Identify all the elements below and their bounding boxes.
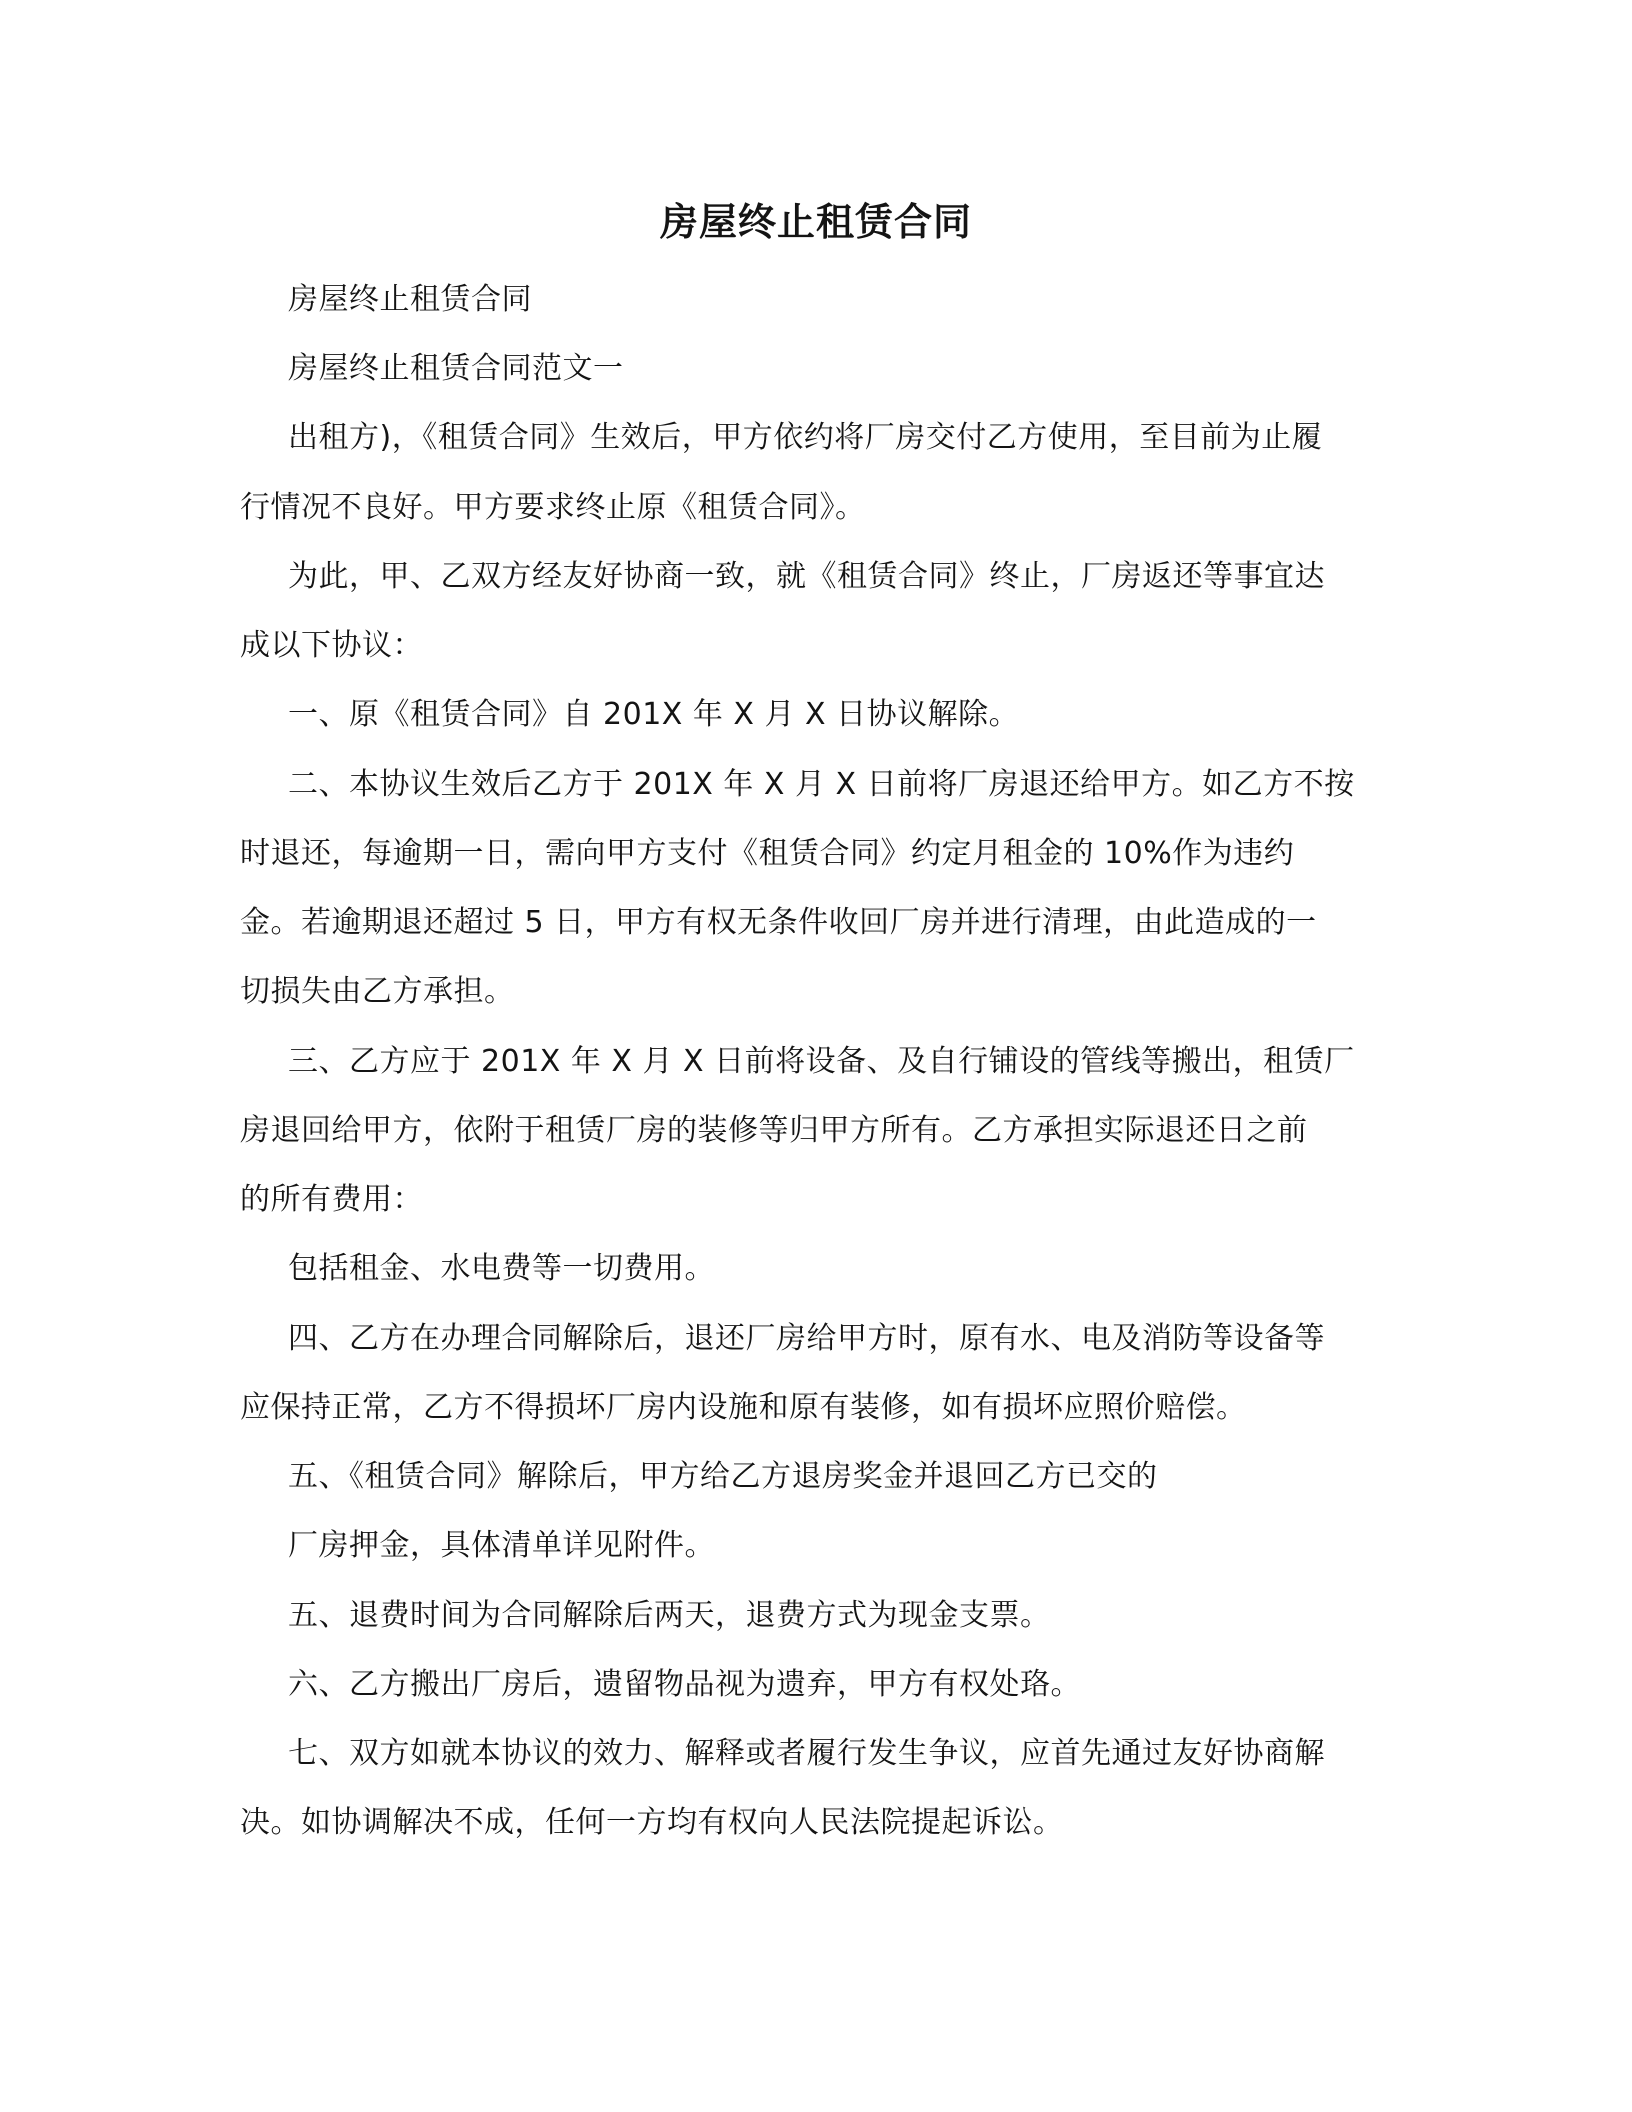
text-line: 应保持正常，乙方不得损坏厂房内设施和原有装修，如有损坏应照价赔偿。 <box>240 1390 1247 1425</box>
text-line: 房屋终止租赁合同范文一 <box>288 351 624 386</box>
text-line: 金。若逾期退还超过 5 日，甲方有权无条件收回厂房并进行清理，由此造成的一 <box>240 905 1317 940</box>
text-line: 二、本协议生效后乙方于 201X 年 X 月 X 日前将厂房退还给甲方。如乙方不按 <box>288 767 1355 802</box>
text-line: 为此，甲、乙双方经友好协商一致，就《租赁合同》终止，厂房返还等事宜达 <box>288 559 1325 594</box>
document-title: 房屋终止租赁合同 <box>659 200 972 244</box>
text-line: 决。如协调解决不成，任何一方均有权向人民法院提起诉讼。 <box>240 1805 1064 1840</box>
text-line: 五、退费时间为合同解除后两天，退费方式为现金支票。 <box>288 1598 1051 1633</box>
text-line: 房退回给甲方，依附于租赁厂房的装修等归甲方所有。乙方承担实际退还日之前 <box>240 1113 1308 1148</box>
text-line: 的所有费用： <box>240 1182 423 1217</box>
text-line: 包括租金、水电费等一切费用。 <box>288 1251 715 1286</box>
text-line: 切损失由乙方承担。 <box>240 974 515 1009</box>
text-line: 时退还，每逾期一日，需向甲方支付《租赁合同》约定月租金的 10%作为违约 <box>240 836 1295 871</box>
text-line: 成以下协议： <box>240 628 423 663</box>
text-line: 五、《租赁合同》解除后，甲方给乙方退房奖金并退回乙方已交的 <box>288 1459 1158 1494</box>
text-line: 行情况不良好。甲方要求终止原《租赁合同》。 <box>240 490 866 525</box>
text-line: 六、乙方搬出厂房后，遗留物品视为遗弃，甲方有权处珞。 <box>288 1667 1081 1702</box>
text-line: 一、原《租赁合同》自 201X 年 X 月 X 日协议解除。 <box>288 697 1020 732</box>
text-line: 出租方)，《租赁合同》生效后，甲方依约将厂房交付乙方使用，至目前为止履 <box>288 420 1323 455</box>
text-line: 房屋终止租赁合同 <box>288 282 532 317</box>
text-line: 四、乙方在办理合同解除后，退还厂房给甲方时，原有水、电及消防等设备等 <box>288 1321 1325 1356</box>
text-line: 三、乙方应于 201X 年 X 月 X 日前将设备、及自行铺设的管线等搬出，租赁厂 <box>288 1044 1355 1079</box>
text-line: 厂房押金，具体清单详见附件。 <box>288 1528 715 1563</box>
text-line: 七、双方如就本协议的效力、解释或者履行发生争议，应首先通过友好协商解 <box>288 1736 1325 1771</box>
